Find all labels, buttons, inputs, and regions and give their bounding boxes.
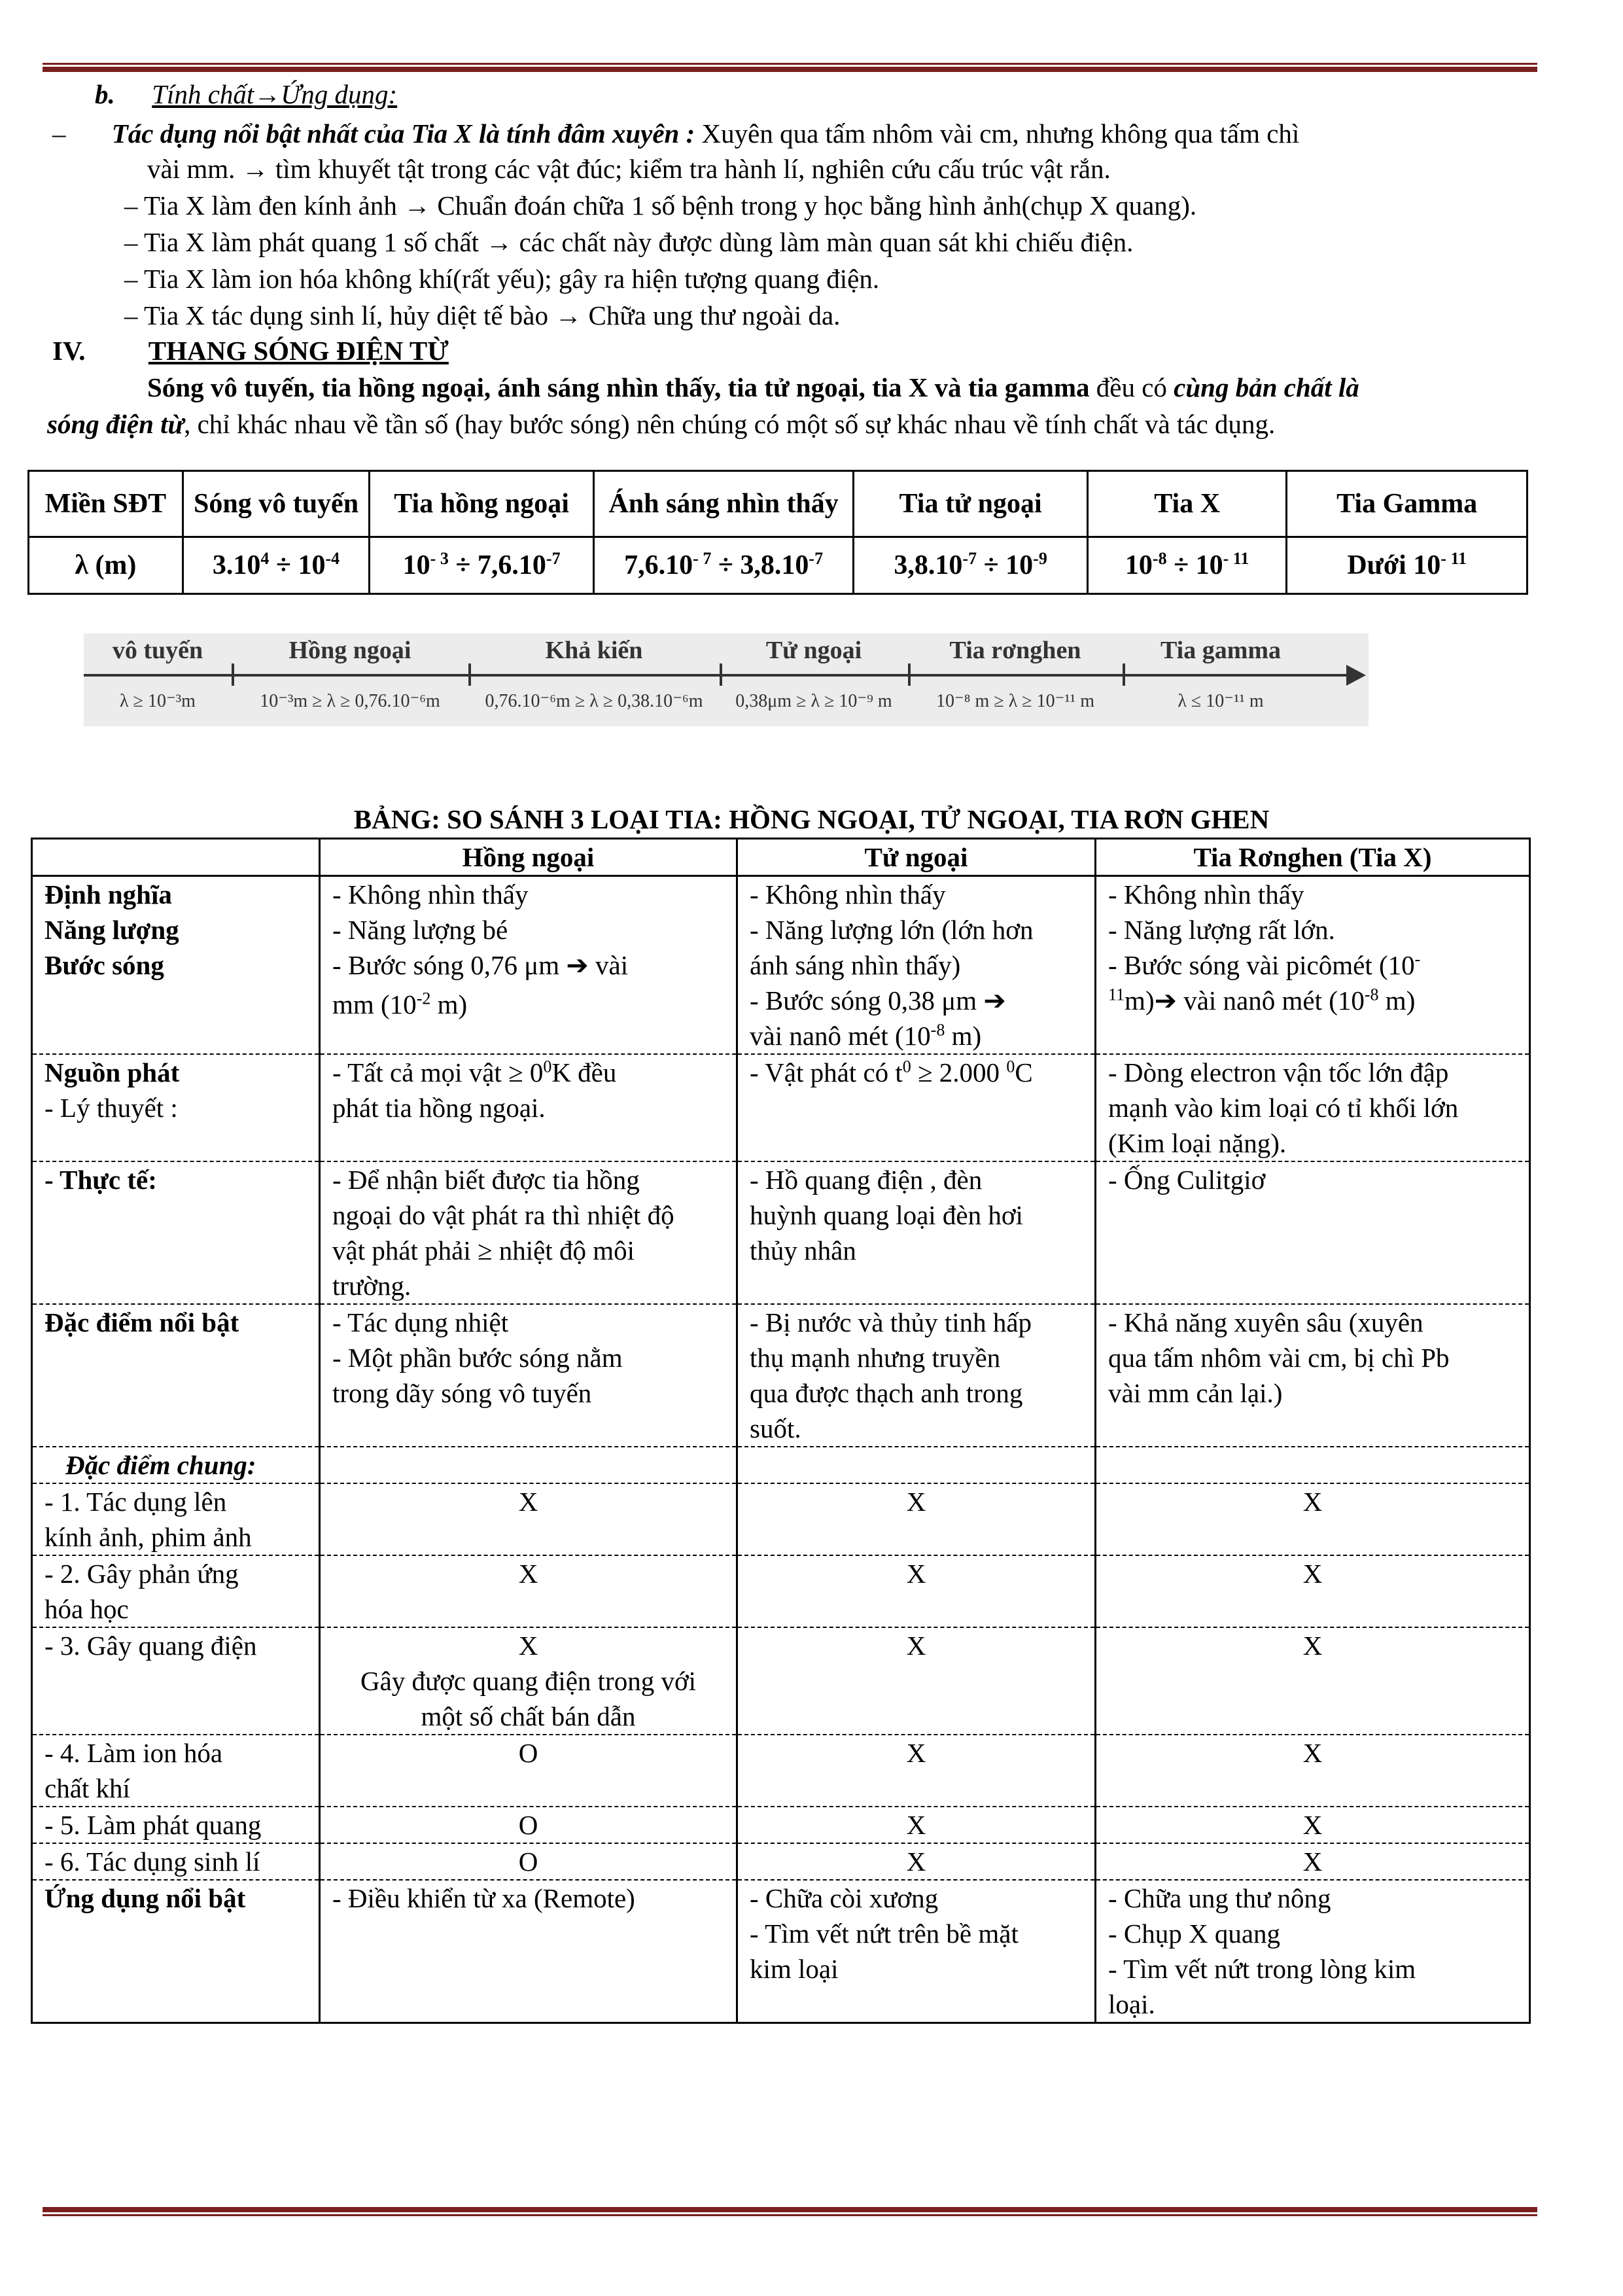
cell-sep: ÷ — [977, 550, 1006, 580]
cell-line: trường. — [332, 1271, 411, 1301]
cell-line: - Không nhìn thấy — [332, 879, 529, 910]
section-b-title2: Ứng dụng: — [281, 79, 398, 109]
table-cell: O — [320, 1735, 737, 1807]
cell-text: C — [1015, 1057, 1033, 1087]
cell-text: - Vật phát có t — [750, 1057, 903, 1087]
row-label-cell — [32, 1161, 320, 1304]
table-cell — [737, 876, 1096, 1055]
row-label: kính ảnh, phim ảnh — [44, 1522, 252, 1552]
row-label-cell — [32, 876, 320, 1055]
table-cell — [737, 1304, 1096, 1447]
spectrum-scale — [84, 633, 1369, 726]
cell-exp: 4 — [260, 549, 270, 568]
table-cell: O — [320, 1807, 737, 1843]
cell-sep: ÷ — [448, 550, 478, 580]
cell-line: - Chữa còi xương — [750, 1883, 939, 1913]
table-cell: X — [737, 1807, 1096, 1843]
scale-range: λ ≥ 10⁻³m — [120, 691, 196, 711]
row-label: - 1. Tác dụng lên — [44, 1487, 227, 1517]
scale-label: Tia gamma — [1160, 637, 1282, 664]
cell-text: m) — [945, 1021, 982, 1051]
table-header-cell: Hồng ngoại — [320, 839, 737, 876]
cell-line — [1108, 983, 1517, 1018]
scale-tick — [908, 663, 911, 686]
row-label: hóa học — [44, 1594, 129, 1624]
scale-tick — [720, 663, 722, 686]
row-label-cell — [32, 1555, 320, 1627]
table-header-cell: Ánh sáng nhìn thấy — [593, 471, 853, 537]
bullet-5-text: Tia X tác dụng sinh lí, hủy diệt tế bào → Chữa ung thư ngoài da. — [144, 300, 841, 330]
table-cell: X — [1096, 1843, 1530, 1880]
cell-line: - Không nhìn thấy — [750, 879, 946, 910]
comparison-title: BẢNG: SO SÁNH 3 LOẠI TIA: HỒNG NGOẠI, TỬ NGOẠI, TIA RƠN GHEN — [353, 804, 1270, 834]
table-cell — [320, 1054, 737, 1161]
bottom-rule-thin — [43, 2214, 1537, 2216]
top-rule-thick — [43, 67, 1537, 72]
cell-value: Dưới 10 — [1347, 550, 1441, 580]
row-label: Nguồn phát — [44, 1057, 180, 1087]
cell-line: - Tác dụng nhiệt — [332, 1307, 509, 1337]
cell-text: m)➔ vài nanô mét (10 — [1125, 985, 1365, 1016]
table-cell: X — [737, 1843, 1096, 1880]
row-label: Đặc điểm chung: — [65, 1450, 256, 1480]
cell-sep: ÷ — [1166, 550, 1196, 580]
table-cell — [737, 1880, 1096, 2023]
cell-line: suốt. — [750, 1413, 801, 1443]
table-cell — [183, 537, 370, 594]
bullet-dash: – — [52, 118, 66, 149]
section-iv-num: IV. — [52, 336, 86, 366]
table-cell — [320, 1447, 737, 1483]
row-label-cell — [32, 1447, 320, 1483]
cell-value: 7,6.10 — [477, 550, 546, 580]
cell-exp: -8 — [1152, 549, 1167, 568]
bullet-5 — [124, 300, 840, 331]
cell-line — [332, 983, 724, 1022]
table-cell: X — [320, 1555, 737, 1627]
table-cell — [320, 876, 737, 1055]
table-cell — [320, 1627, 737, 1735]
table-cell: X — [1096, 1555, 1530, 1627]
bullet-1-cont: vài mm. → tìm khuyết tật trong các vật đúc; kiểm tra hành lí, nghiên cứu cấu trúc vật rắn. — [147, 154, 1111, 184]
row-label: Định nghĩa — [44, 879, 172, 910]
row-label-cell — [32, 1735, 320, 1807]
cell-line: ánh sáng nhìn thấy) — [750, 950, 961, 980]
bullet-dash: – — [124, 264, 138, 294]
cell-line: - Ống Culitgiơ — [1108, 1165, 1266, 1195]
cell-line: kim loại — [750, 1954, 839, 1984]
cell-line: - Dòng electron vận tốc lớn đập — [1108, 1057, 1449, 1087]
cell-line: thủy nhân — [750, 1235, 856, 1265]
table-cell — [1096, 1304, 1530, 1447]
section-b-heading — [95, 79, 397, 110]
cell-value: 7,6.10 — [624, 550, 693, 580]
table-cell: X — [737, 1627, 1096, 1735]
cell-line: vài mm cản lại.) — [1108, 1378, 1283, 1408]
cell-value: 10 — [1195, 550, 1223, 580]
scale-label: Khả kiến — [545, 637, 643, 664]
cell-line: qua tấm nhôm vài cm, bị chì Pb — [1108, 1343, 1450, 1373]
cell-line: - Năng lượng rất lớn. — [1108, 915, 1335, 945]
cell-value: 10 — [402, 550, 430, 580]
cell-line: - Hồ quang điện , đèn — [750, 1165, 983, 1195]
cell-sep: ÷ — [269, 550, 298, 580]
table-cell: X — [1096, 1483, 1530, 1555]
table-row — [32, 1880, 1530, 2023]
cell-text: mm (10 — [332, 989, 417, 1019]
table-row-label: λ (m) — [29, 537, 183, 594]
table-header-cell: Tia Gamma — [1287, 471, 1527, 537]
cell-text: m) — [430, 989, 468, 1019]
row-label-cell — [32, 1054, 320, 1161]
cell-line: trong dãy sóng vô tuyến — [332, 1378, 592, 1408]
scale-range: 0,76.10⁻⁶m ≥ λ ≥ 0,38.10⁻⁶m — [485, 691, 703, 711]
cell-value: 3,8.10 — [740, 550, 809, 580]
table-row — [32, 1054, 1530, 1161]
section-iv-paragraph-line2 — [47, 408, 1275, 440]
row-label: Ứng dụng nổi bật — [44, 1883, 246, 1913]
cell-line: - Khả năng xuyên sâu (xuyên — [1108, 1307, 1423, 1337]
cell-line: - Chữa ung thư nông — [1108, 1883, 1331, 1913]
bullet-1-bold: Tác dụng nổi bật nhất của Tia X là tính đâm xuyên : — [111, 118, 695, 149]
section-iv-bi: cùng bản chất là — [1174, 372, 1359, 402]
cell-exp: -8 — [1364, 985, 1379, 1004]
section-iv-rest: , chỉ khác nhau về tần số (hay bước sóng) nên chúng có một số sự khác nhau về tính chất và tác dụng. — [184, 409, 1276, 439]
bullet-dash: – — [124, 190, 138, 221]
scale-range: 10⁻⁸ m ≥ λ ≥ 10⁻¹¹ m — [936, 691, 1094, 711]
cell-exp: -7 — [546, 549, 561, 568]
table-header-cell: Tia hồng ngoại — [370, 471, 594, 537]
section-iv-bold: Sóng vô tuyến, tia hồng ngoại, ánh sáng nhìn thấy, tia tử ngoại, tia X và tia gamma — [147, 372, 1090, 402]
scale-range: λ ≤ 10⁻¹¹ m — [1178, 691, 1264, 711]
row-label: Bước sóng — [44, 950, 164, 980]
scale-label: Tia rơnghen — [949, 637, 1081, 664]
row-label: - Lý thuyết : — [44, 1093, 178, 1123]
table-header-cell: Tia tử ngoại — [854, 471, 1088, 537]
table-cell: O — [320, 1843, 737, 1880]
cell-line: - Một phần bước sóng nằm — [332, 1343, 623, 1373]
cell-sep: ÷ — [711, 550, 741, 580]
scale-range: 10⁻³m ≥ λ ≥ 0,76.10⁻⁶m — [260, 691, 440, 711]
cell-exp: 11 — [1108, 985, 1125, 1004]
cell-text: vài nanô mét (10 — [750, 1021, 931, 1051]
table-row — [32, 1161, 1530, 1304]
cell-line: - Bị nước và thủy tinh hấp — [750, 1307, 1032, 1337]
table-cell — [737, 1161, 1096, 1304]
cell-exp: - 11 — [1440, 549, 1467, 568]
table-cell — [370, 537, 594, 594]
table-cell: X — [320, 1483, 737, 1555]
table-row — [32, 1627, 1530, 1735]
cell-line: - Để nhận biết được tia hồng — [332, 1165, 640, 1195]
section-iv-bi2: sóng điện từ — [47, 409, 184, 439]
row-label: - 3. Gây quang điện — [44, 1631, 257, 1661]
cell-value: 3,8.10 — [894, 550, 963, 580]
cell-line: - Bước sóng 0,76 μm ➔ vài — [332, 950, 629, 980]
table-row — [32, 1483, 1530, 1555]
cell-exp: 0 — [543, 1057, 552, 1076]
table-cell — [1096, 1880, 1530, 2023]
scale-label: vô tuyến — [112, 637, 203, 664]
scale-label: Tử ngoại — [765, 637, 862, 664]
cell-line: - Chụp X quang — [1108, 1918, 1281, 1949]
cell-line — [750, 1018, 1083, 1053]
cell-line: ngoại do vật phát ra thì nhiệt độ — [332, 1200, 674, 1230]
table-cell — [1096, 876, 1530, 1055]
table-cell — [320, 1880, 737, 2023]
row-label-cell — [32, 1627, 320, 1735]
table-row — [32, 876, 1530, 1055]
cell-exp: -7 — [809, 549, 824, 568]
cell-value: 3.10 — [212, 550, 261, 580]
table-header-cell: Tử ngoại — [737, 839, 1096, 876]
bullet-2-text: Tia X làm đen kính ảnh → Chuẩn đoán chữa 1 số bệnh trong y học bằng hình ảnh(chụp X quang). — [144, 190, 1197, 221]
table-cell — [854, 537, 1088, 594]
cell-line: vật phát phải ≥ nhiệt độ môi — [332, 1235, 635, 1265]
bullet-2 — [124, 190, 1196, 221]
cell-text: K đều — [551, 1057, 617, 1087]
cell-line — [1108, 947, 1517, 983]
cell-text: - Tất cả mọi vật ≥ 0 — [332, 1057, 544, 1087]
cell-exp: - 7 — [693, 549, 712, 568]
wavelength-table — [27, 470, 1528, 595]
row-label: - 6. Tác dụng sinh lí — [44, 1846, 260, 1877]
table-cell — [320, 1304, 737, 1447]
table-cell: X — [737, 1483, 1096, 1555]
row-label: - 5. Làm phát quang — [44, 1810, 262, 1840]
section-iv-paragraph-line1 — [147, 372, 1359, 403]
cell-value: 10 — [1125, 550, 1153, 580]
cell-line: loại. — [1108, 1989, 1155, 2019]
table-cell: X — [1096, 1735, 1530, 1807]
cell-line: (Kim loại nặng). — [1108, 1128, 1287, 1158]
table-header-cell: Miền SĐT — [29, 471, 183, 537]
cell-text: ≥ 2.000 — [911, 1057, 1007, 1087]
section-iv-title: THANG SÓNG ĐIỆN TỪ — [148, 336, 449, 366]
table-row — [32, 1807, 1530, 1843]
top-rule-thin — [43, 63, 1537, 65]
row-label-cell — [32, 1843, 320, 1880]
table-cell — [1096, 1054, 1530, 1161]
table-cell — [593, 537, 853, 594]
section-iv-heading — [52, 335, 449, 366]
scale-range: 0,38μm ≥ λ ≥ 10⁻⁹ m — [735, 691, 892, 711]
cell-line: - Không nhìn thấy — [1108, 879, 1304, 910]
cell-line: - Bước sóng 0,38 μm ➔ — [750, 985, 1006, 1016]
table-row — [32, 839, 1530, 876]
bullet-1-rest: Xuyên qua tấm nhôm vài cm, nhưng không qua tấm chì — [695, 118, 1300, 149]
cell-value: 10 — [298, 550, 326, 580]
scale-tick — [1123, 663, 1125, 686]
cell-line: mạnh vào kim loại có tỉ khối lớn — [1108, 1093, 1459, 1123]
scale-tick — [468, 663, 471, 686]
row-label: Đặc điểm nổi bật — [44, 1307, 239, 1337]
table-cell — [737, 1447, 1096, 1483]
cell-line: - Tìm vết nứt trong lòng kim — [1108, 1954, 1416, 1984]
cell-exp: - 3 — [430, 549, 449, 568]
table-cell — [1096, 1447, 1530, 1483]
cell-line: phát tia hồng ngoại. — [332, 1093, 546, 1123]
bullet-3 — [124, 226, 1133, 258]
table-cell — [737, 1054, 1096, 1161]
cell-line: - Điều khiển từ xa (Remote) — [332, 1883, 635, 1913]
table-cell: X — [1096, 1807, 1530, 1843]
table-cell: X — [737, 1735, 1096, 1807]
table-cell — [320, 1161, 737, 1304]
cell-text: m) — [1378, 985, 1416, 1016]
table-row — [32, 1447, 1530, 1483]
cell-line: - Năng lượng bé — [332, 915, 508, 945]
bullet-4 — [124, 263, 879, 294]
cell-exp: 0 — [902, 1057, 911, 1076]
row-label-cell — [32, 1807, 320, 1843]
row-label: chất khí — [44, 1773, 130, 1803]
cell-line — [332, 1055, 724, 1090]
table-row — [29, 537, 1527, 594]
table-cell — [1287, 537, 1527, 594]
scale-tick — [232, 663, 234, 686]
cell-line: - Năng lượng lớn (lớn hơn — [750, 915, 1034, 945]
table-row — [32, 1555, 1530, 1627]
table-header-cell: Sóng vô tuyến — [183, 471, 370, 537]
bottom-rule-thick — [43, 2207, 1537, 2212]
row-label-cell — [32, 1483, 320, 1555]
row-label: - 2. Gây phản ứng — [44, 1559, 239, 1589]
cell-exp: - 11 — [1223, 549, 1249, 568]
row-label: Năng lượng — [44, 915, 179, 945]
cell-exp: -4 — [325, 549, 340, 568]
table-row — [32, 1735, 1530, 1807]
row-label-cell — [32, 1304, 320, 1447]
cell-text: - Bước sóng vài picômét (10 — [1108, 950, 1415, 980]
bullet-dash: – — [124, 227, 138, 257]
cell-line: qua được thạch anh trong — [750, 1378, 1023, 1408]
row-label: - 4. Làm ion hóa — [44, 1738, 223, 1768]
cell-exp: 0 — [1006, 1057, 1015, 1076]
cell-line — [750, 1055, 1083, 1090]
section-b-arrow: → — [254, 79, 281, 109]
cell-line: X — [518, 1631, 538, 1661]
bullet-4-text: Tia X làm ion hóa không khí(rất yếu); gây ra hiện tượng quang điện. — [144, 264, 880, 294]
cell-exp: -9 — [1033, 549, 1047, 568]
table-row — [32, 1304, 1530, 1447]
bullet-1 — [52, 118, 1299, 149]
cell-line: thụ mạnh nhưng truyền — [750, 1343, 1001, 1373]
table-row — [32, 1843, 1530, 1880]
section-b-title: Tính chất — [152, 79, 254, 109]
cell-line: một số chất bán dẫn — [421, 1701, 636, 1731]
table-header-cell: Tia X — [1087, 471, 1287, 537]
cell-exp: -7 — [962, 549, 977, 568]
section-b-label: b. — [95, 79, 115, 109]
bullet-dash: – — [124, 300, 138, 330]
comparison-table — [31, 838, 1531, 2024]
cell-line: Gây được quang điện trong với — [360, 1666, 697, 1696]
cell-value: 10 — [1005, 550, 1034, 580]
table-cell — [1087, 537, 1287, 594]
section-iv-mid: đều có — [1089, 372, 1174, 402]
cell-exp: - — [1414, 949, 1421, 969]
cell-exp: -2 — [416, 989, 431, 1008]
table-cell — [1096, 1161, 1530, 1304]
scale-axis — [84, 674, 1353, 677]
cell-exp: -8 — [930, 1020, 945, 1040]
table-header-cell — [32, 839, 320, 876]
table-cell: X — [737, 1555, 1096, 1627]
cell-line: huỳnh quang loại đèn hơi — [750, 1200, 1023, 1230]
table-header-cell: Tia Rơnghen (Tia X) — [1096, 839, 1530, 876]
row-label-cell — [32, 1880, 320, 2023]
row-label: - Thực tế: — [44, 1165, 157, 1195]
scale-arrowhead — [1346, 665, 1366, 686]
table-cell: X — [1096, 1627, 1530, 1735]
bullet-3-text: Tia X làm phát quang 1 số chất → các chất này được dùng làm màn quan sát khi chiếu điện. — [144, 227, 1134, 257]
table-row — [29, 471, 1527, 537]
scale-label: Hồng ngoại — [288, 637, 411, 664]
cell-line: - Tìm vết nứt trên bề mặt — [750, 1918, 1019, 1949]
